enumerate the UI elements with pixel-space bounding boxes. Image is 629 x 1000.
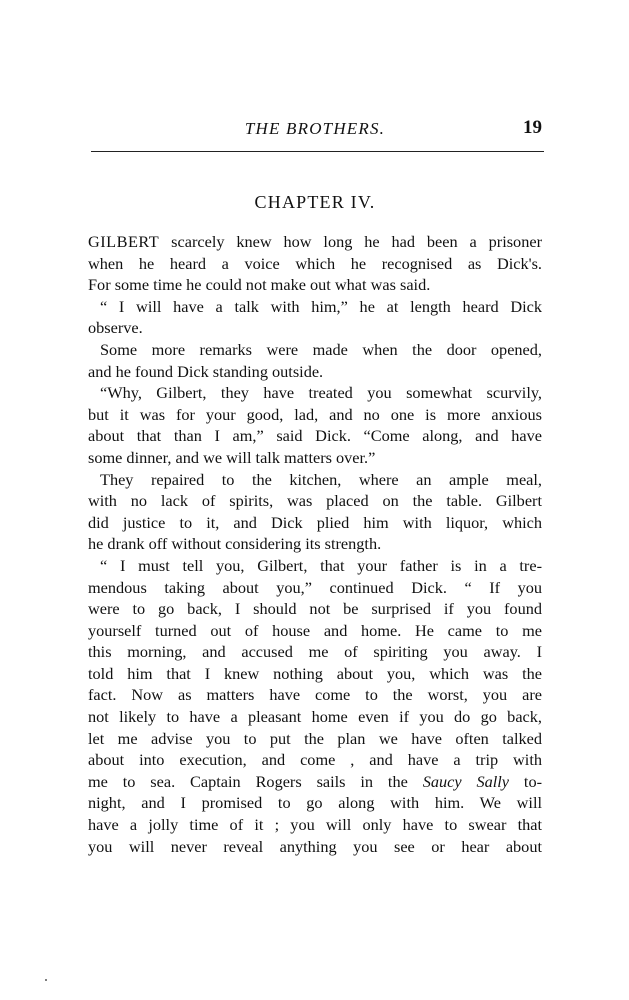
text-line: They repaired to the kitchen, where an ample meal, bbox=[100, 469, 542, 489]
text-line: with no lack of spirits, was placed on the table. Gilbert bbox=[88, 491, 542, 511]
text-line: and he found Dick standing outside. bbox=[88, 361, 324, 381]
text-line: did justice to it, and Dick plied him with liquor, which bbox=[88, 512, 542, 532]
text-line: “ I will have a talk with him,” he at length heard Dick bbox=[100, 296, 542, 316]
text-line: yourself turned out of house and home. He came to me bbox=[88, 620, 542, 640]
running-head bbox=[88, 117, 542, 145]
text-line-lead: me to sea. Captain Rogers sails in the bbox=[88, 771, 408, 791]
ship-name: Saucy Sally bbox=[422, 771, 510, 791]
text-line: this morning, and accused me of spiriting you away. I bbox=[88, 642, 542, 662]
text-line: not likely to have a pleasant home even if you do go back, bbox=[88, 707, 542, 727]
text-line: you will never reveal anything you see or hear about bbox=[88, 836, 542, 856]
text-line-tail: to- bbox=[523, 771, 543, 791]
text-line: about into execution, and come , and have a trip with bbox=[88, 750, 542, 770]
text-line: he drank off without considering its strength. bbox=[88, 534, 382, 554]
header-rule bbox=[91, 151, 544, 152]
text-line: “Why, Gilbert, they have treated you somewhat scurvily, bbox=[100, 383, 542, 403]
text-line: were to go back, I should not be surprised if you found bbox=[88, 599, 542, 619]
text-line: mendous taking about you,” continued Dick. “ If you bbox=[88, 577, 542, 597]
text-line-rest: scarcely knew how long he had been a prisoner bbox=[159, 232, 542, 251]
text-line: have a jolly time of it ; you will only have to swear that bbox=[88, 815, 542, 835]
chapter-title: CHAPTER IV. bbox=[254, 192, 376, 212]
text-line: but it was for your good, lad, and no one is more anxious bbox=[88, 404, 542, 424]
body-text bbox=[88, 231, 542, 857]
text-line bbox=[88, 231, 542, 253]
text-line: when he heard a voice which he recognised as Dick's. bbox=[88, 253, 542, 273]
text-line: observe. bbox=[88, 318, 143, 338]
running-title: THE BROTHERS. bbox=[244, 119, 386, 138]
text-line bbox=[88, 771, 542, 793]
text-line: night, and I promised to go along with him. We will bbox=[88, 793, 542, 813]
text-line: told him that I knew nothing about you, which was the bbox=[88, 663, 542, 683]
drop-word: GILBERT bbox=[88, 232, 160, 251]
text-line: fact. Now as matters have come to the worst, you are bbox=[88, 685, 542, 705]
text-line: For some time he could not make out what was said. bbox=[88, 275, 431, 295]
page-number: 19 bbox=[523, 117, 542, 138]
text-line: Some more remarks were made when the door opened, bbox=[100, 339, 542, 359]
text-line: about that than I am,” said Dick. “Come along, and have bbox=[88, 426, 542, 446]
text-line: some dinner, and we will talk matters over.” bbox=[88, 447, 376, 467]
text-line: let me advise you to put the plan we have often talked bbox=[88, 728, 542, 748]
paper-speck bbox=[45, 979, 47, 981]
text-line: “ I must tell you, Gilbert, that your father is in a tre- bbox=[100, 555, 542, 575]
